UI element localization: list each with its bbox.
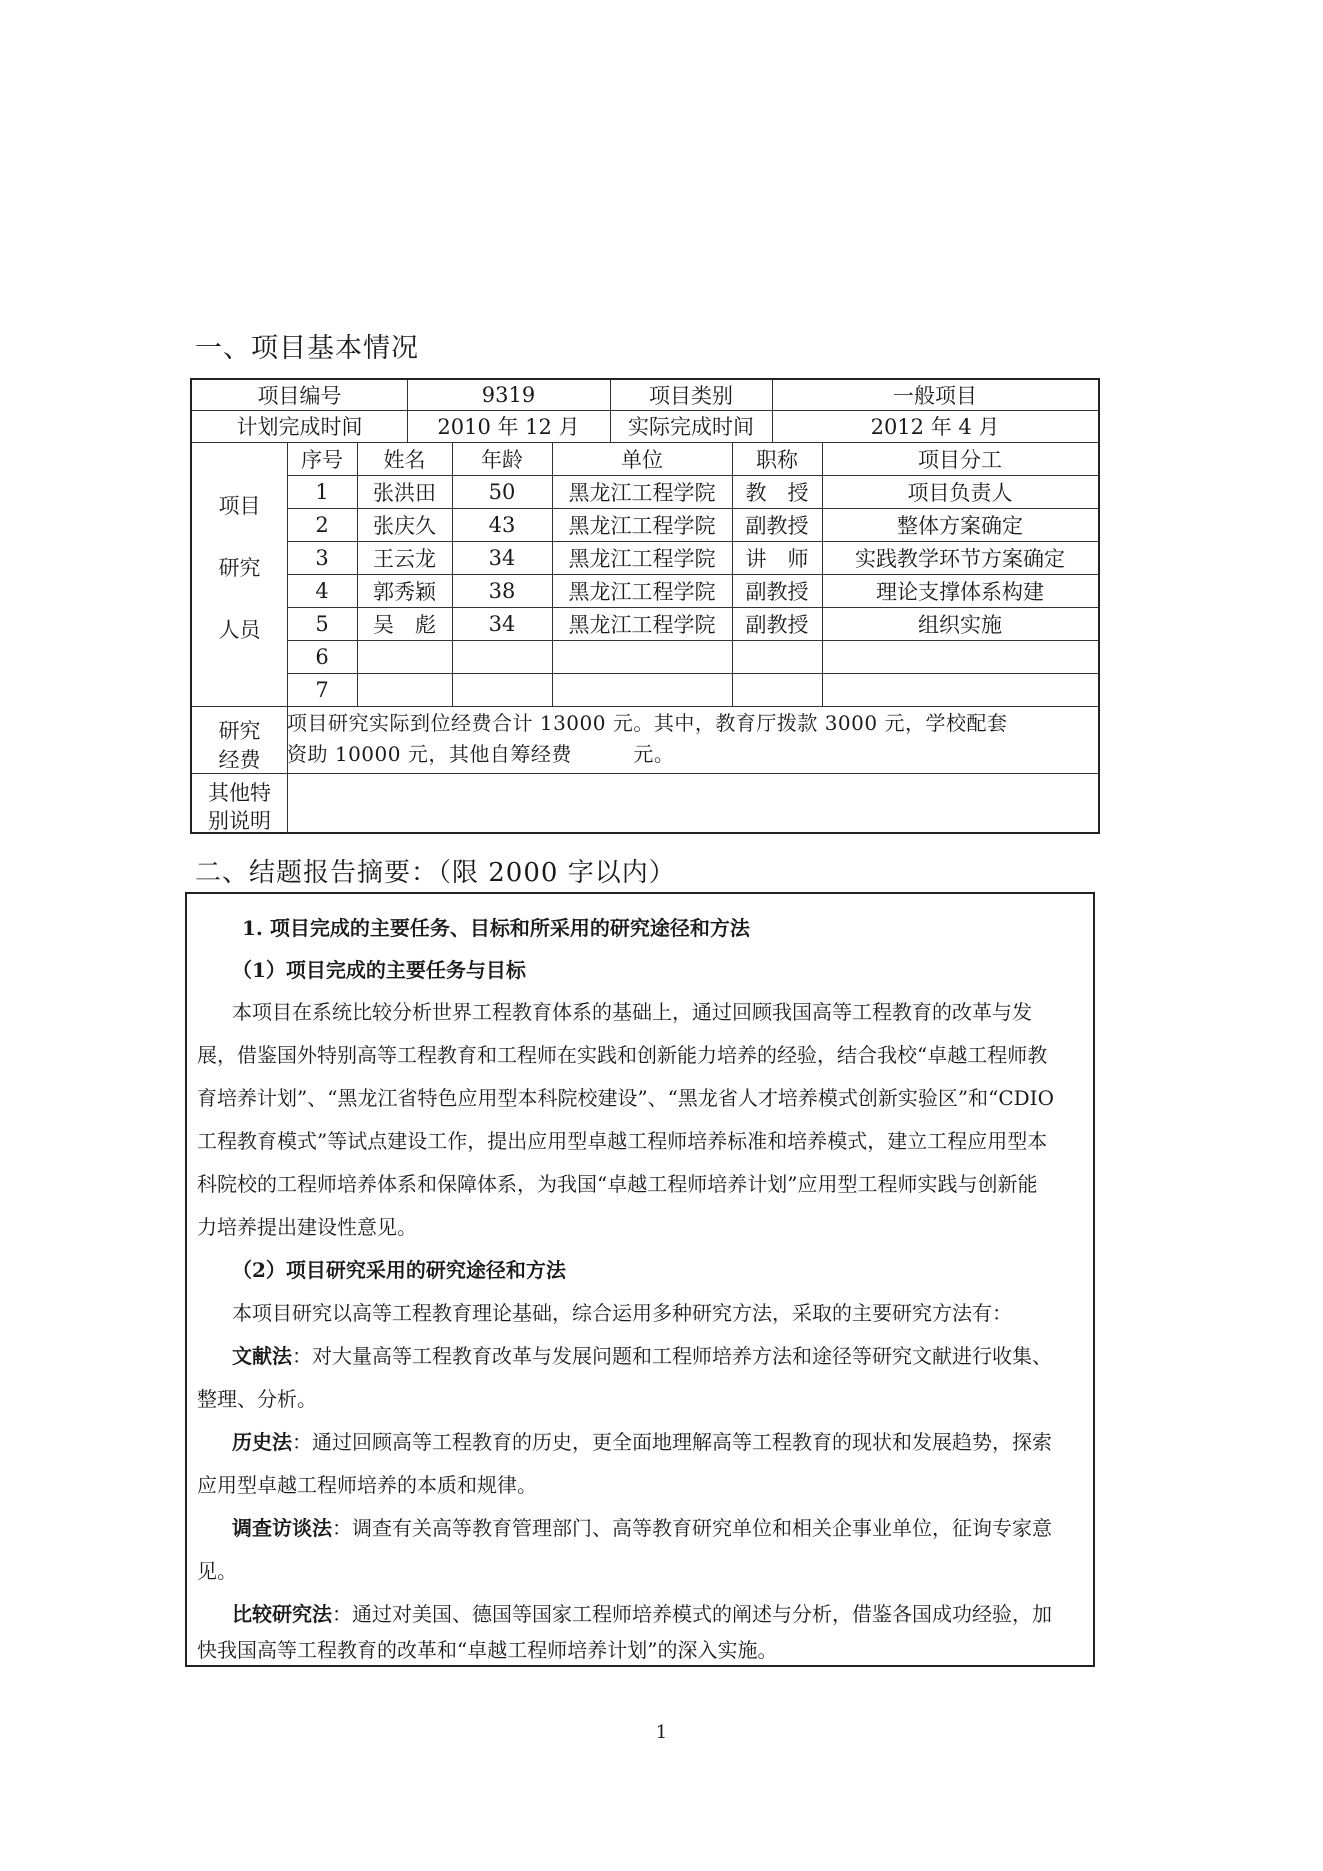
summary-subheading-1: （1）项目完成的主要任务与目标 [232, 958, 526, 982]
member-2-age: 43 [488, 512, 516, 537]
member-5-title: 副教授 [745, 612, 809, 637]
member-2-title: 副教授 [745, 513, 809, 538]
member-3-title: 讲 师 [745, 546, 809, 571]
method-literature-cont: 整理、分析。 [197, 1387, 317, 1411]
member-5-age: 34 [488, 611, 516, 636]
personnel-label-3: 人员 [218, 618, 261, 642]
method-history [232, 1426, 1117, 1455]
summary-box [185, 892, 1095, 1667]
member-3-name: 王云龙 [373, 546, 436, 571]
member-7-seq: 7 [315, 677, 329, 702]
member-3-seq: 3 [315, 545, 329, 570]
method-survey-cont: 见。 [197, 1559, 237, 1583]
member-5-name: 吴 彪 [373, 612, 436, 637]
personnel-label-1: 项目 [218, 494, 261, 518]
funding-label-2: 经费 [218, 748, 261, 772]
member-2-unit: 黑龙江工程学院 [568, 513, 716, 538]
actual-completion-label: 实际完成时间 [628, 415, 754, 439]
header-unit: 单位 [621, 447, 663, 472]
member-1-name: 张洪田 [373, 480, 436, 505]
planned-completion-value: 2010 年 12 月 [437, 415, 580, 439]
member-1-title: 教 授 [745, 480, 809, 505]
funding-text-line-1: 项目研究实际到位经费合计 13000 元。其中，教育厅拨款 3000 元，学校配套 [287, 711, 1008, 735]
member-5-role: 组织实施 [918, 612, 1002, 637]
summary-p2: 本项目研究以高等工程教育理论基础，综合运用多种研究方法，采取的主要研究方法有： [232, 1301, 1012, 1325]
summary-subheading-2: （2）项目研究采用的研究途径和方法 [232, 1258, 566, 1282]
other-label-2: 别说明 [208, 809, 271, 833]
other-label-1: 其他特 [208, 781, 271, 805]
method-comparative [232, 1598, 1117, 1627]
method-survey-term: 调查访谈法 [232, 1516, 332, 1540]
project-info-table [190, 378, 1100, 834]
header-role: 项目分工 [918, 447, 1002, 472]
method-comparative-text: ：通过对美国、德国等国家工程师培养模式的阐述与分析，借鉴各国成功经验，加 [332, 1602, 1052, 1626]
member-3-role: 实践教学环节方案确定 [855, 546, 1065, 571]
project-number-value: 9319 [481, 383, 536, 407]
method-comparative-cont: 快我国高等工程教育的改革和“卓越工程师培养计划”的深入实施。 [197, 1638, 778, 1662]
member-2-role: 整体方案确定 [897, 513, 1023, 538]
method-comparative-term: 比较研究法 [232, 1602, 332, 1626]
member-6-seq: 6 [315, 644, 329, 669]
funding-text [287, 708, 1097, 770]
header-name: 姓名 [383, 447, 426, 472]
method-history-cont: 应用型卓越工程师培养的本质和规律。 [197, 1473, 537, 1497]
member-1-seq: 1 [315, 479, 329, 504]
page-number: 1 [655, 1722, 668, 1743]
actual-completion-value: 2012 年 4 月 [870, 415, 1000, 439]
project-category-value: 一般项目 [893, 384, 977, 408]
planned-completion-label: 计划完成时间 [236, 415, 363, 439]
summary-p1-line-5: 科院校的工程师培养体系和保障体系，为我国“卓越工程师培养计划”应用型工程师实践与创新能 [197, 1172, 1038, 1196]
header-age: 年龄 [481, 447, 523, 472]
project-number-label: 项目编号 [257, 384, 342, 408]
member-1-age: 50 [488, 479, 516, 504]
funding-label-1: 研究 [218, 719, 261, 743]
member-1-role: 项目负责人 [907, 480, 1013, 505]
summary-p1-line-6: 力培养提出建设性意见。 [197, 1215, 417, 1239]
member-4-unit: 黑龙江工程学院 [568, 579, 716, 604]
member-4-seq: 4 [315, 578, 329, 603]
header-title: 职称 [756, 447, 798, 472]
summary-p1-line-2: 展，借鉴国外特别高等工程教育和工程师在实践和创新能力培养的经验，结合我校“卓越工程师教 [197, 1043, 1048, 1067]
member-4-role: 理论支撑体系构建 [876, 579, 1044, 604]
header-seq: 序号 [301, 447, 343, 472]
summary-p1-line-4: 工程教育模式”等试点建设工作，提出应用型卓越工程师培养标准和培养模式，建立工程应用型本 [197, 1129, 1048, 1153]
section-1-title: 一、项目基本情况 [195, 333, 419, 364]
member-5-seq: 5 [315, 611, 329, 636]
summary-heading: 1. 项目完成的主要任务、目标和所采用的研究途径和方法 [242, 916, 750, 940]
personnel-label-2: 研究 [218, 556, 261, 580]
member-2-name: 张庆久 [373, 513, 436, 538]
member-3-age: 34 [488, 545, 516, 570]
member-3-unit: 黑龙江工程学院 [568, 546, 716, 571]
member-4-title: 副教授 [745, 579, 809, 604]
method-literature-term: 文献法 [232, 1344, 292, 1368]
method-literature [232, 1340, 1117, 1369]
summary-p1-line-1: 本项目在系统比较分析世界工程教育体系的基础上，通过回顾我国高等工程教育的改革与发 [232, 1000, 1032, 1024]
member-4-name: 郭秀颖 [373, 579, 436, 604]
method-literature-text: ：对大量高等工程教育改革与发展问题和工程师培养方法和途径等研究文献进行收集、 [292, 1344, 1052, 1368]
member-1-unit: 黑龙江工程学院 [568, 480, 716, 505]
section-2-title: 二、结题报告摘要：（限 2000 字以内） [195, 858, 676, 888]
member-4-age: 38 [488, 578, 516, 603]
method-history-term: 历史法 [232, 1430, 292, 1454]
funding-text-line-2: 资助 10000 元，其他自筹经费 元。 [287, 742, 675, 766]
method-survey [232, 1512, 1117, 1541]
method-history-text: ：通过回顾高等工程教育的历史，更全面地理解高等工程教育的现状和发展趋势，探索 [292, 1430, 1052, 1454]
project-category-label: 项目类别 [649, 384, 733, 408]
summary-p1-line-3: 育培养计划”、“黑龙江省特色应用型本科院校建设”、“黑龙省人才培养模式创新实验区”和“CDIO [197, 1086, 1054, 1110]
member-2-seq: 2 [315, 512, 329, 537]
method-survey-text: ：调查有关高等教育管理部门、高等教育研究单位和相关企事业单位，征询专家意 [332, 1516, 1052, 1540]
member-5-unit: 黑龙江工程学院 [568, 612, 716, 637]
